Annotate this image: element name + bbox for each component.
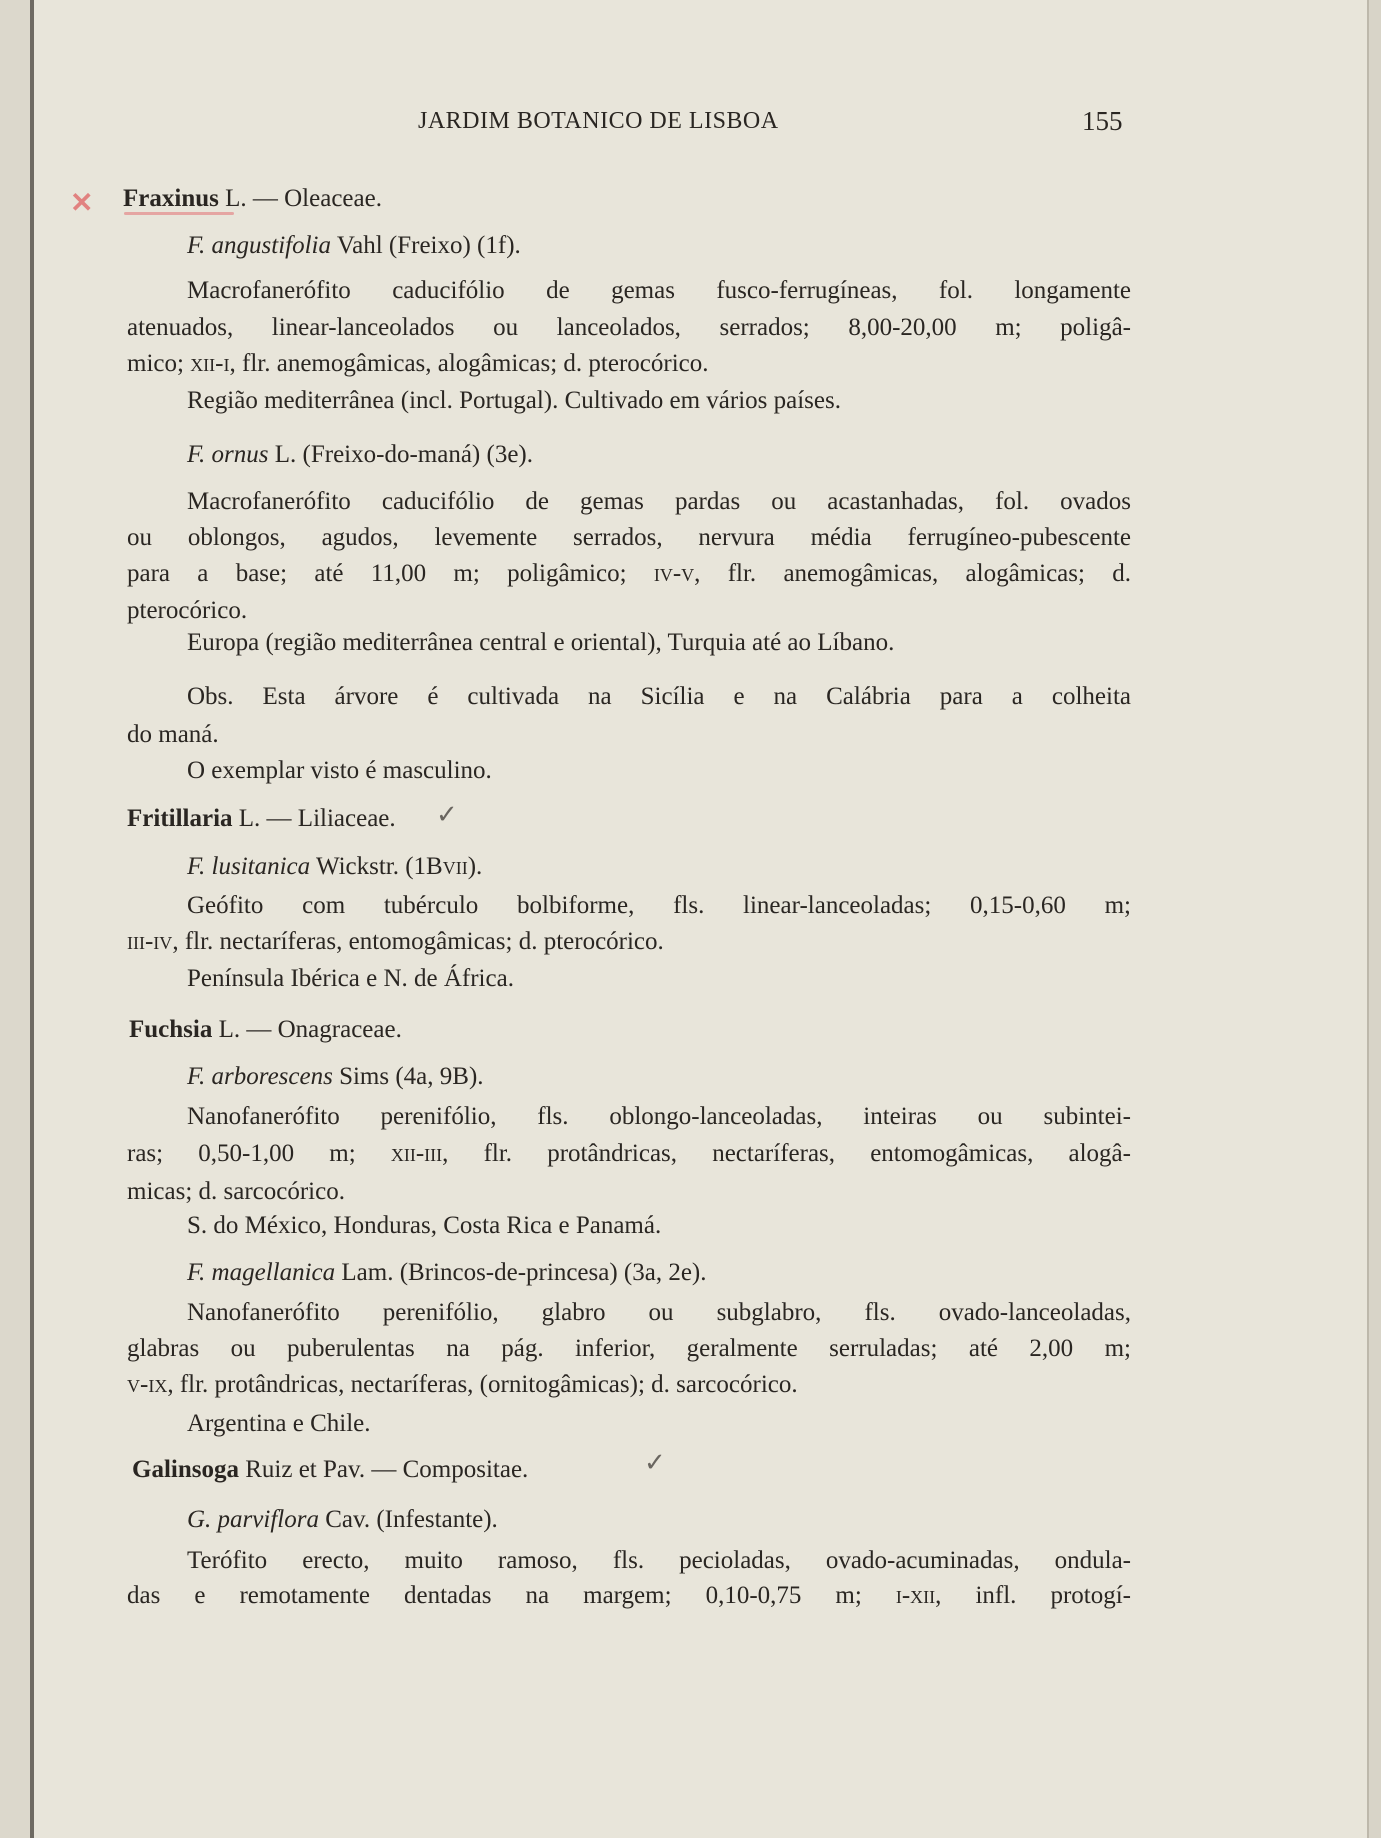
text-segment: Sims (4a, 9B). [332, 1063, 484, 1090]
species-name: F. magellanica [187, 1259, 336, 1286]
species-name: F. ornus [187, 441, 269, 468]
species-heading [187, 440, 533, 470]
genus-heading [127, 804, 396, 834]
genus-name: Fraxinus [123, 185, 219, 212]
text-segment: Península Ibérica e N. de África. [187, 965, 514, 992]
genus-name: Fuchsia [129, 1016, 213, 1043]
text-segment: , flr. protândricas, nectaríferas, entomogâmicas, alogâ- [442, 1140, 1131, 1167]
flowering-months: xii-iii [390, 1140, 443, 1167]
text-line [187, 891, 1131, 921]
page-binding-edge [0, 0, 34, 1838]
text-segment: Obs. Esta árvore é cultivada na Sicília e na Calábria para a colheita [187, 683, 1131, 710]
text-segment: das e remotamente dentadas na margem; 0,10-0,75 m; [127, 1582, 896, 1609]
text-segment: L. — Oleaceae. [218, 185, 382, 212]
text-segment: Macrofanerófito caducifólio de gemas pardas ou acastanhadas, fol. ovados [187, 488, 1131, 515]
flowering-months: xii-i [190, 350, 230, 377]
text-segment: Wickstr. (1B [310, 853, 443, 880]
text-segment: pterocórico. [127, 597, 248, 624]
text-line [127, 1581, 1131, 1611]
checkmark-icon: ✓ [436, 800, 458, 829]
species-heading [187, 852, 482, 882]
species-heading [187, 231, 521, 261]
text-segment: , flr. protândricas, nectaríferas, (ornitogâmicas); d. sarcocórico. [167, 1371, 798, 1398]
text-line [187, 1211, 661, 1241]
species-name: G. parviflora [187, 1506, 319, 1533]
text-segment: L. — Liliaceae. [232, 805, 396, 832]
text-segment: Região mediterrânea (incl. Portugal). Cultivado em vários países. [187, 387, 841, 414]
species-heading [187, 1062, 484, 1092]
text-segment: mico; [127, 350, 191, 377]
text-segment: , flr. anemogâmicas, alogâmicas; d. pterocórico. [229, 350, 709, 377]
page-right-edge [1367, 0, 1381, 1838]
species-heading [187, 1505, 498, 1535]
genus-heading [132, 1455, 528, 1485]
species-name: F. angustifolia [187, 232, 332, 259]
text-line [127, 1370, 798, 1400]
red-x-mark-icon: ✕ [70, 188, 94, 219]
text-segment: ou oblongos, agudos, levemente serrados, nervura média ferrugíneo-pubescente [127, 524, 1131, 551]
flowering-months: v-ix [127, 1371, 168, 1398]
text-line [127, 1177, 345, 1207]
text-line [187, 964, 514, 994]
text-line [127, 720, 219, 750]
species-name: F. arborescens [187, 1063, 333, 1090]
text-segment: para a base; até 11,00 m; poligâmico; [127, 560, 654, 587]
flowering-months: iii-iv [127, 928, 173, 955]
text-line [187, 276, 1131, 306]
flowering-months: vii [442, 853, 468, 880]
text-line [127, 349, 709, 379]
text-line [127, 1334, 1131, 1364]
text-segment: Terófito erecto, muito ramoso, fls. pecioladas, ovado-acuminadas, ondula- [187, 1547, 1131, 1574]
text-segment: atenuados, linear-lanceolados ou lanceolados, serrados; 8,00-20,00 m; poligâ- [127, 314, 1131, 341]
text-segment: Lam. (Brincos-de-princesa) (3a, 2e). [335, 1259, 707, 1286]
genus-heading [129, 1015, 402, 1045]
text-segment: Nanofanerófito perenifólio, glabro ou subglabro, fls. ovado-lanceoladas, [187, 1299, 1131, 1326]
text-segment: do maná. [127, 721, 219, 748]
text-line [127, 1139, 1131, 1169]
species-heading [187, 1258, 707, 1288]
text-segment: Europa (região mediterrânea central e oriental), Turquia até ao Líbano. [187, 629, 895, 656]
text-segment: L. (Freixo-do-maná) (3e). [268, 441, 533, 468]
running-header: JARDIM BOTANICO DE LISBOA [418, 108, 779, 134]
text-segment: L. — Onagraceae. [212, 1016, 402, 1043]
text-segment: Ruiz et Pav. — Compositae. [238, 1456, 529, 1483]
text-line [127, 559, 1131, 589]
text-line [187, 1409, 371, 1439]
text-segment: micas; d. sarcocórico. [127, 1178, 345, 1205]
text-segment: Nanofanerófito perenifólio, fls. oblongo-lanceoladas, inteiras ou subintei- [187, 1103, 1131, 1130]
text-line [187, 682, 1131, 712]
text-segment: Geófito com tubérculo bolbiforme, fls. linear-lanceoladas; 0,15-0,60 m; [187, 892, 1131, 919]
text-segment: , infl. protogí- [935, 1582, 1131, 1609]
genus-name: Galinsoga [132, 1456, 239, 1483]
text-line [127, 313, 1131, 343]
text-line [127, 927, 664, 957]
text-line [187, 1546, 1131, 1576]
text-line [187, 487, 1131, 517]
flowering-months: i-xii [895, 1582, 936, 1609]
genus-heading [123, 184, 382, 214]
species-name: F. lusitanica [187, 853, 311, 880]
text-segment: Macrofanerófito caducifólio de gemas fusco-ferrugíneas, fol. longamente [187, 277, 1131, 304]
page-number: 155 [1082, 106, 1123, 136]
text-segment: Cav. (Infestante). [318, 1506, 498, 1533]
text-line [127, 596, 247, 626]
text-segment: ras; 0,50-1,00 m; [127, 1140, 391, 1167]
text-line [187, 1298, 1131, 1328]
text-segment: Argentina e Chile. [187, 1410, 371, 1437]
text-segment: , flr. nectaríferas, entomogâmicas; d. pterocórico. [172, 928, 664, 955]
checkmark-icon: ✓ [644, 1448, 666, 1477]
text-segment: glabras ou puberulentas na pág. inferior, geralmente serruladas; até 2,00 m; [127, 1335, 1131, 1362]
text-segment: ). [467, 853, 483, 880]
flowering-months: iv-v [653, 560, 695, 587]
text-line [187, 386, 841, 416]
text-segment: , flr. anemogâmicas, alogâmicas; d. [694, 560, 1131, 587]
genus-name: Fritillaria [127, 805, 233, 832]
text-segment: Vahl (Freixo) (1f). [331, 232, 521, 259]
text-line [187, 756, 492, 786]
text-line [127, 523, 1131, 553]
text-line [187, 1102, 1131, 1132]
text-segment: O exemplar visto é masculino. [187, 757, 492, 784]
text-line [187, 628, 894, 658]
text-segment: S. do México, Honduras, Costa Rica e Panamá. [187, 1212, 662, 1239]
